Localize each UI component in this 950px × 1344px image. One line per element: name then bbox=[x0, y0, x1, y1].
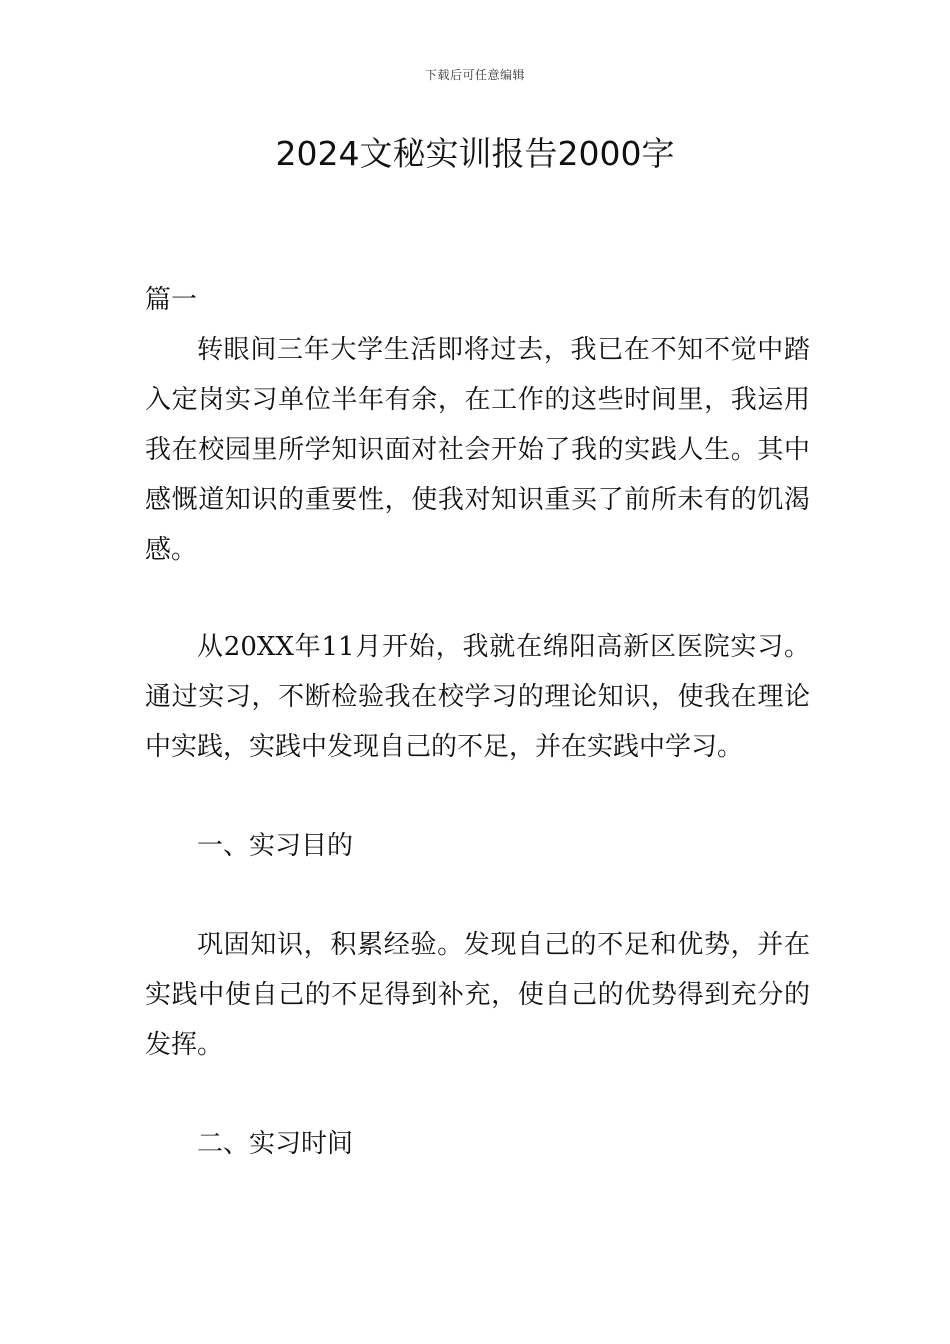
paragraph-internship-start: 从20XX年11月开始，我就在绵阳高新区医院实习。通过实习，不断检验我在校学习的理论知识，使我在理论中实践，实践中发现自己的不足，并在实践中学习。 bbox=[145, 632, 810, 762]
heading-internship-time: 二、实习时间 bbox=[197, 1129, 354, 1159]
paragraph-intro: 转眼间三年大学生活即将过去，我已在不知不觉中踏入定岗实习单位半年有余，在工作的这些时间里，我运用我在校园里所学知识面对社会开始了我的实践人生。其中感慨道知识的重要性，使我对知识重买了前所未有的饥渴感。 bbox=[145, 335, 810, 565]
section-label: 篇一 bbox=[145, 285, 198, 315]
document-title: 2024文秘实训报告2000字 bbox=[275, 134, 675, 173]
heading-internship-purpose: 一、实习目的 bbox=[197, 831, 354, 861]
paragraph-internship-purpose: 巩固知识，积累经验。发现自己的不足和优势，并在实践中使自己的不足得到补充，使自己的优势得到充分的发挥。 bbox=[145, 930, 810, 1060]
header-note: 下载后可任意编辑 bbox=[424, 68, 525, 82]
